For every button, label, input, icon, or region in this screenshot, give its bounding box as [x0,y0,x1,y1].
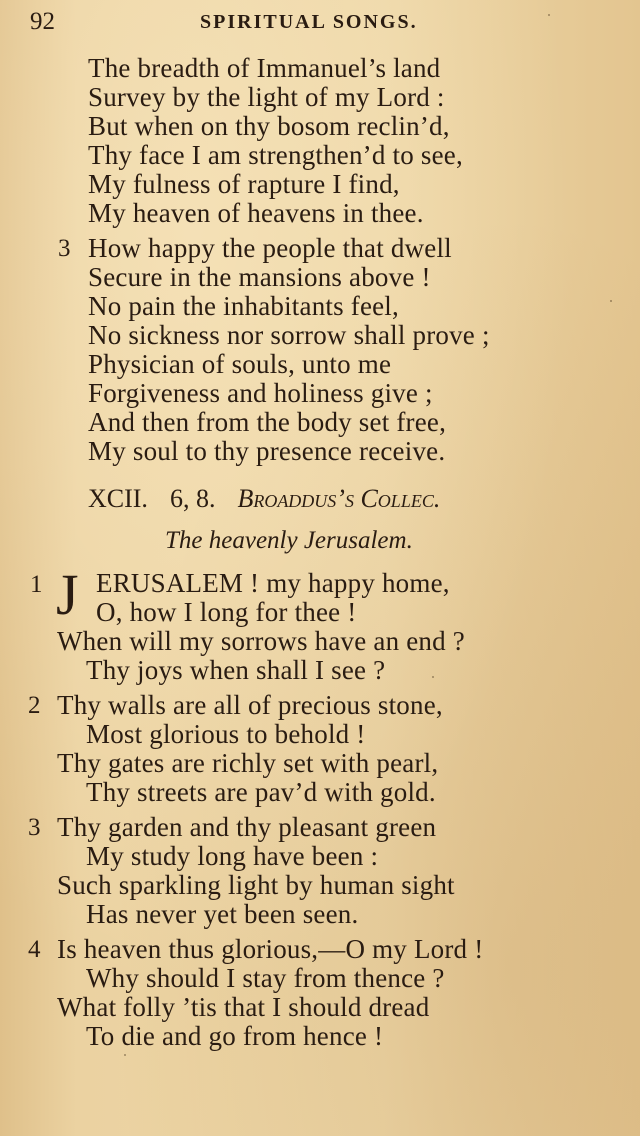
page-number: 92 [30,8,55,35]
verse-line: ERUSALEM ! my happy home, [96,568,450,598]
stanza-number: 1 [30,571,43,598]
stanza-number: 2 [28,692,41,719]
verse-line: Most glorious to behold ! [86,719,366,749]
hymn-heading [88,484,440,514]
hymn-number: XCII. [88,484,148,513]
verse-line: Physician of souls, unto me [88,349,392,379]
stanza-number: 3 [58,235,71,262]
hymn-meter: 6, 8. [169,484,216,513]
verse-line: And then from the body set free, [88,407,447,437]
verse-line: What folly ’tis that I should dread [57,992,430,1022]
drop-capital: J [56,562,79,627]
verse-line: O, how I long for thee ! [96,597,357,627]
paper-speck [610,300,612,302]
verse-line: How happy the people that dwell [88,233,452,263]
verse-line: No pain the inhabitants feel, [88,291,399,321]
paper-speck [548,14,550,16]
verse-line: Has never yet been seen. [86,899,359,929]
verse-line: Thy streets are pav’d with gold. [86,777,436,807]
running-title: SPIRITUAL SONGS. [200,11,418,33]
verse-line: Secure in the mansions above ! [88,262,431,292]
verse-line: To die and go from hence ! [86,1021,384,1051]
hymn-source: Broaddus’s Collec. [237,484,441,513]
verse-line: But when on thy bosom reclin’d, [88,111,450,141]
verse-line: My fulness of rapture I find, [88,169,400,199]
verse-line: Forgiveness and holiness give ; [88,378,433,408]
verse-line: Thy face I am strengthen’d to see, [88,140,463,170]
verse-line: My study long have been : [86,841,379,871]
verse-line: No sickness nor sorrow shall prove ; [88,320,490,350]
verse-line: When will my sorrows have an end ? [57,626,465,656]
verse-line: Thy garden and thy pleasant green [57,812,437,842]
hymn-subtitle: The heavenly Jerusalem. [165,527,413,554]
verse-line: My heaven of heavens in thee. [88,198,424,228]
verse-line: Thy gates are richly set with pearl, [57,748,439,778]
verse-line: Survey by the light of my Lord : [88,82,445,112]
verse-line: Why should I stay from thence ? [86,963,445,993]
verse-line: The breadth of Immanuel’s land [88,53,441,83]
verse-line: Is heaven thus glorious,—O my Lord ! [57,934,484,964]
stanza-number: 3 [28,814,41,841]
verse-line: My soul to thy presence receive. [88,436,446,466]
stanza-number: 4 [28,936,41,963]
paper-speck [432,676,434,678]
verse-line: Thy walls are all of precious stone, [57,690,443,720]
paper-speck [124,1054,126,1056]
verse-line: Thy joys when shall I see ? [86,655,386,685]
verse-line: Such sparkling light by human sight [57,870,455,900]
